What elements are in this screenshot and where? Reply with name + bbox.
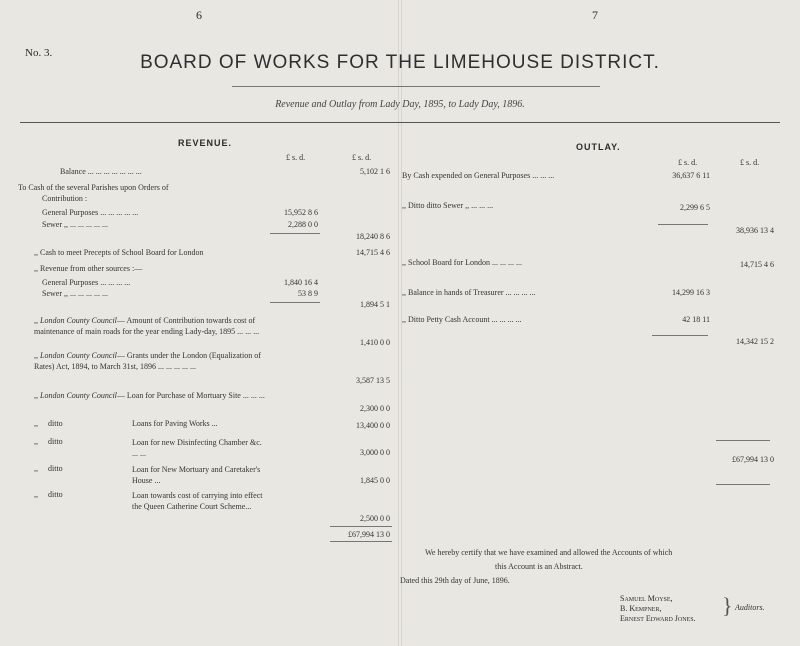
revenue-row-col2: 5,102 1 6	[360, 167, 390, 176]
outlay-total: £67,994 13 0	[732, 455, 774, 464]
page-title: BOARD OF WORKS FOR THE LIMEHOUSE DISTRICT.	[140, 52, 660, 73]
total-rule	[330, 541, 392, 542]
outlay-row-col1: 42 18 11	[682, 315, 710, 324]
auditor-name: Ernest Edward Jones.	[620, 614, 696, 623]
ditto-text: ditto	[48, 464, 63, 473]
certificate-dated: Dated this 29th day of June, 1896.	[400, 576, 510, 585]
revenue-row-label: ,, London County Council— Grants under the London (Equalization of Rates) Act, 1894, to March 31st, 1896 ... ... ... ... ...	[34, 351, 261, 371]
outlay-row-col2: 38,936 13 4	[736, 226, 774, 235]
subtotal-rule	[270, 233, 320, 234]
revenue-row-label: Loan for New Mortuary and Caretaker's House ...	[132, 465, 261, 485]
revenue-row-label: ,, London County Council— Amount of Contribution towards cost of maintenance of main roads for the year ending Lady-day, 1895 ... ... ...	[34, 316, 260, 336]
outlay-row-label: By Cash expended on General Purposes ... ... ...	[402, 171, 555, 180]
subtotal-rule	[270, 302, 320, 303]
revenue-row-col2: 2,300 0 0	[360, 404, 390, 413]
revenue-row-col2: 3,000 0 0	[360, 448, 390, 457]
certificate-line1: We hereby certify that we have examined and allowed the Accounts of which	[425, 548, 673, 557]
ditto-marker: ,, ditto	[34, 490, 63, 499]
revenue-row-label: Sewer ,, ... ... ... ... ...	[42, 220, 108, 229]
outlay-col2-header: £ s. d.	[740, 158, 760, 167]
ditto-marker: ,, ditto	[34, 419, 63, 428]
outlay-row-col1: 2,299 6 5	[680, 203, 710, 212]
subtotal-rule	[652, 335, 708, 336]
revenue-row-col2: 1,410 0 0	[360, 338, 390, 347]
revenue-row-col2: 1,894 5 1	[360, 300, 390, 309]
auditor-brace: }	[722, 593, 733, 618]
revenue-row-text: — Grants under the London (Equalization of Rates) Act, 1894, to March 31st, 1896 ... ... ... ... ...	[34, 351, 261, 371]
ditto-text: ditto	[48, 490, 63, 499]
revenue-row-col1: 1,840 16 4	[284, 278, 318, 287]
revenue-row-label: General Purposes ... ... ... ... ...	[42, 208, 139, 217]
ditto-text: ditto	[48, 437, 63, 446]
revenue-row-label: Loan for new Disinfecting Chamber &c. ... ...	[132, 438, 262, 458]
outlay-row-label: ,, Ditto ditto Sewer ,, ... ... ...	[402, 201, 494, 210]
revenue-total: £67,994 13 0	[348, 530, 390, 539]
ditto-text: ditto	[48, 419, 63, 428]
outlay-heading: OUTLAY.	[576, 142, 621, 152]
revenue-row-label: Contribution :	[42, 194, 88, 203]
revenue-row-col2: 13,400 0 0	[356, 421, 390, 430]
outlay-row-label: ,, School Board for London ... ... ... ...	[402, 258, 522, 267]
revenue-col2-header: £ s. d.	[352, 153, 372, 162]
auditors-label: Auditors.	[735, 603, 765, 612]
revenue-row-label: Sewer ,, ... ... ... ... ...	[42, 289, 108, 298]
revenue-row-col2: 14,715 4 6	[356, 248, 390, 257]
total-rule	[330, 526, 392, 527]
right-page-number: 7	[592, 8, 598, 22]
title-rule	[232, 86, 600, 87]
header-rule	[20, 122, 780, 123]
total-rule	[716, 484, 770, 485]
left-page-number: 6	[196, 8, 202, 22]
revenue-row-col2: 18,240 8 6	[356, 232, 390, 241]
revenue-col1-header: £ s. d.	[286, 153, 306, 162]
revenue-row-col2: 2,500 0 0	[360, 514, 390, 523]
revenue-row-label: Loan towards cost of carrying into effect the Queen Catherine Court Scheme...	[132, 491, 263, 511]
revenue-row-label: ,, Revenue from other sources :—	[34, 264, 143, 273]
ditto-marker: ,, ditto	[34, 437, 63, 446]
outlay-row-col2: 14,715 4 6	[740, 260, 774, 269]
revenue-row-col1: 53 8 9	[298, 289, 318, 298]
revenue-row-label: ,, Cash to meet Precepts of School Board for London	[34, 248, 204, 257]
outlay-col1-header: £ s. d.	[678, 158, 698, 167]
revenue-row-label: ,, London County Council— Loan for Purchase of Mortuary Site ... ... ...	[34, 391, 265, 400]
revenue-row-label: General Purposes ... ... ... ...	[42, 278, 131, 287]
revenue-row-text: — Amount of Contribution towards cost of maintenance of main roads for the year ending Lady-day, 1895 ... ... ...	[34, 316, 260, 336]
revenue-row-col1: 2,288 0 0	[288, 220, 318, 229]
outlay-row-col1: 14,299 16 3	[672, 288, 710, 297]
revenue-row-col2: 3,587 13 5	[356, 376, 390, 385]
revenue-row-col2: 1,845 0 0	[360, 476, 390, 485]
outlay-row-col2: 14,342 15 2	[736, 337, 774, 346]
lcc-label: London County Council	[40, 351, 117, 360]
total-rule	[716, 440, 770, 441]
document-number: No. 3.	[25, 47, 53, 59]
page-subtitle: Revenue and Outlay from Lady Day, 1895, to Lady Day, 1896.	[275, 99, 525, 110]
ditto-marker: ,, ditto	[34, 464, 63, 473]
revenue-row-label: To Cash of the several Parishes upon Orders of	[18, 183, 169, 192]
revenue-row-text: — Loan for Purchase of Mortuary Site ... ... ...	[116, 391, 265, 400]
outlay-row-label: ,, Ditto Petty Cash Account ... ... ... ...	[402, 315, 522, 324]
subtotal-rule	[658, 224, 708, 225]
revenue-row-col1: 15,952 8 6	[284, 208, 318, 217]
revenue-heading: REVENUE.	[178, 138, 233, 148]
outlay-row-col1: 36,637 6 11	[672, 171, 710, 180]
certificate-line2: this Account is an Abstract.	[495, 562, 583, 571]
lcc-label: London County Council	[40, 316, 117, 325]
revenue-row-label: Balance ... ... ... ... ... ... ...	[60, 167, 142, 176]
revenue-row-label: Loans for Paving Works ...	[132, 419, 218, 428]
lcc-label: London County Council	[40, 391, 117, 400]
outlay-row-label: ,, Balance in hands of Treasurer ... ... ... ...	[402, 288, 536, 297]
auditor-name: B. Kempner,	[620, 604, 662, 613]
auditor-name: Samuel Moyse,	[620, 594, 673, 603]
